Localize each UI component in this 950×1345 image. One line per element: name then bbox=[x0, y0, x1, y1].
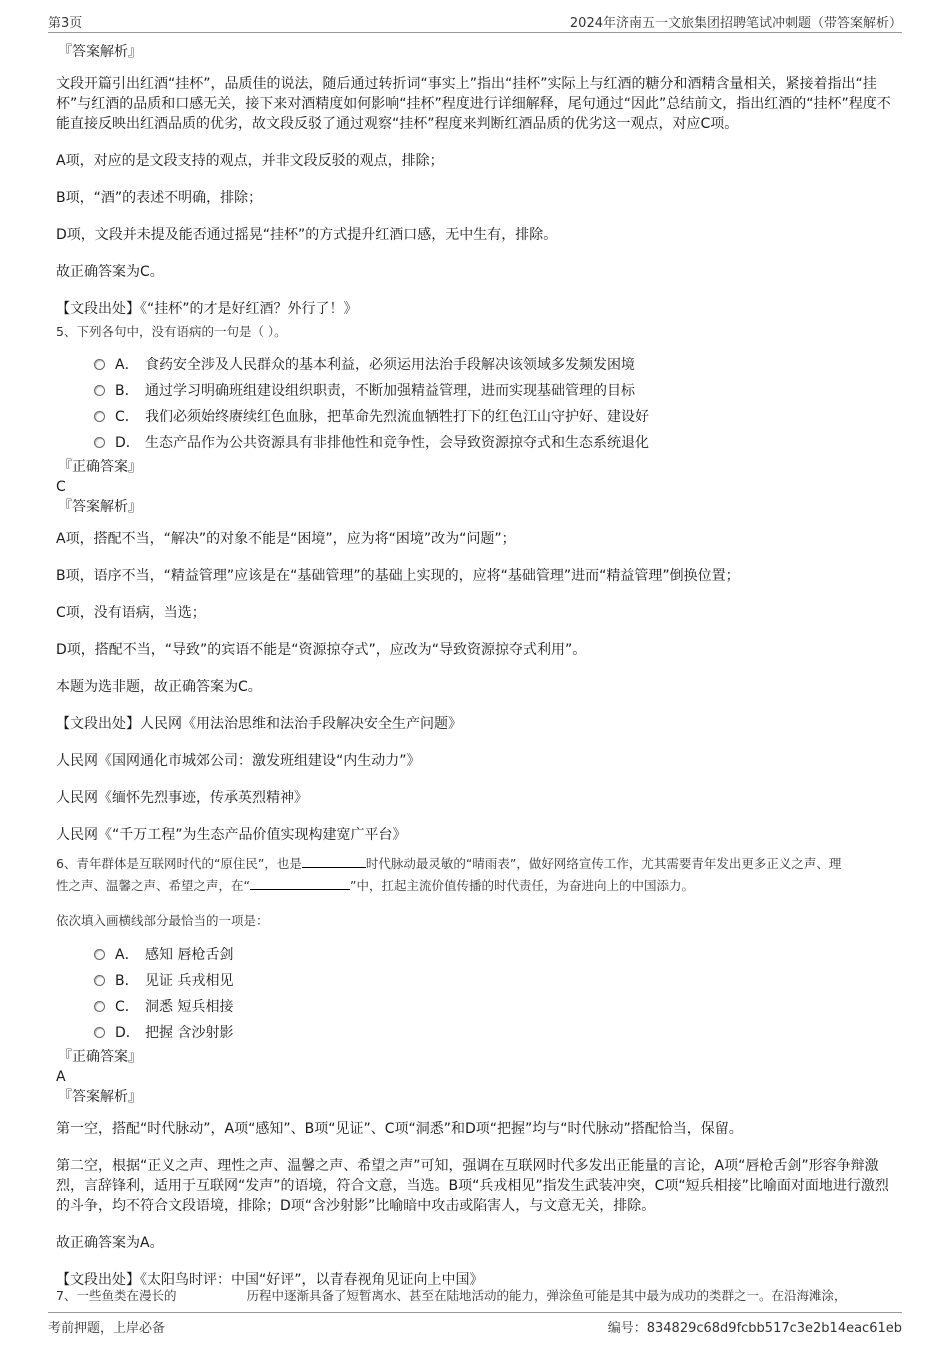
q5-option-c[interactable]: C． 我们必须始终赓续红色血脉，把革命先烈流血牺牲打下的红色江山守护好、建设好 bbox=[94, 403, 896, 429]
blank-2 bbox=[250, 875, 350, 890]
document-id: 编号：834829c68d9fcbb517c3e2b14eac61eb bbox=[607, 1321, 902, 1336]
q6-answer-label: 『正确答案』 bbox=[58, 1049, 142, 1065]
q7-question: 7、一些鱼类在漫长的 历程中逐渐具备了短暂离水、甚至在陆地活动的能力，弹涂鱼可能是其中最为成功的类群之一。在沿海滩涂， bbox=[56, 1288, 847, 1303]
q5-analysis-label: 『答案解析』 bbox=[58, 499, 142, 515]
q4-source: 【文段出处】《“挂杯”的才是好红酒？外行了！》 bbox=[56, 301, 358, 317]
q5-option-d[interactable]: D． 生态产品作为公共资源具有非排他性和竞争性，会导致资源掠夺式和生态系统退化 bbox=[94, 429, 896, 455]
q4-analysis-label: 『答案解析』 bbox=[58, 44, 142, 60]
q6-conclusion: 故正确答案为A。 bbox=[56, 1235, 164, 1251]
q5-analysis-p1: A项，搭配不当，“解决”的对象不能是“困境”，应为将“困境”改为“问题”； bbox=[56, 531, 516, 547]
q4-analysis-p2: A项，对应的是文段支持的观点，并非文段反驳的观点，排除； bbox=[56, 153, 444, 169]
q5-source-2: 人民网《国网通化市城郊公司：激发班组建设“内生动力”》 bbox=[56, 753, 421, 769]
q5-source-3: 人民网《缅怀先烈事迹，传承英烈精神》 bbox=[56, 790, 308, 806]
blank-1 bbox=[302, 853, 366, 868]
q5-conclusion: 本题为选非题，故正确答案为C。 bbox=[56, 679, 262, 695]
radio-icon[interactable] bbox=[94, 385, 105, 396]
radio-icon[interactable] bbox=[94, 975, 105, 986]
q5-options bbox=[94, 351, 896, 455]
page-header bbox=[48, 10, 902, 33]
q6-instruction: 依次填入画横线部分最恰当的一项是： bbox=[56, 913, 269, 928]
q6-option-a[interactable]: A． 感知 唇枪舌剑 bbox=[94, 941, 896, 967]
q4-analysis-p1: 文段开篇引出红酒“挂杯”，品质佳的说法，随后通过转折词“事实上”指出“挂杯”实际上与红酒的糖分和酒精含量相关，紧接着指出“挂杯”与红酒的品质和口感无关，接下来对酒精度如何影响“挂杯”程度进行详细解释，尾句通过“因此”总结前文，指出红酒的“挂杯”程度不能直接反映出红酒品质的优劣，故文段反驳了通过观察“挂杯”程度来判断红酒品质的优劣这一观点，对应C项。 bbox=[56, 76, 891, 132]
document-body bbox=[56, 42, 896, 1290]
q4-analysis-p3: B项，“酒”的表述不明确，排除； bbox=[56, 190, 263, 206]
radio-icon[interactable] bbox=[94, 411, 105, 422]
q6-analysis-p2: 第二空，根据“正义之声、理性之声、温馨之声、希望之声”可知，强调在互联网时代多发出正能量的言论，A项“唇枪舌剑”形容争辩激烈，言辞锋利，适用于互联网“发声”的语境，符合文意，当选。B项“兵戎相见”指发生武装冲突，C项“短兵相接”比喻面对面地进行激烈的斗争，均不符合文段语境，排除；D项“含沙射影”比喻暗中攻击或陷害人，与文意无关，排除。 bbox=[56, 1158, 889, 1214]
q4-analysis-p4: D项，文段并未提及能否通过摇晃“挂杯”的方式提升红酒口感，无中生有，排除。 bbox=[56, 227, 558, 243]
document-title: 2024年济南五一文旅集团招聘笔试冲刺题（带答案解析） bbox=[569, 16, 902, 31]
q5-option-a[interactable]: A． 食药安全涉及人民群众的基本利益，必须运用法治手段解决该领域多发频发困境 bbox=[94, 351, 896, 377]
page-footer bbox=[48, 1312, 902, 1337]
q6-source: 【文段出处】《太阳鸟时评：中国“好评”，以青春视角见证向上中国》 bbox=[56, 1272, 484, 1288]
q5-source-4: 人民网《“千万工程”为生态产品价值实现构建宽广平台》 bbox=[56, 827, 407, 843]
q5-answer: C bbox=[56, 479, 66, 495]
radio-icon[interactable] bbox=[94, 949, 105, 960]
q6-option-b[interactable]: B． 见证 兵戎相见 bbox=[94, 967, 896, 993]
radio-icon[interactable] bbox=[94, 1001, 105, 1012]
q5-source-1: 【文段出处】人民网《用法治思维和法治手段解决安全生产问题》 bbox=[56, 716, 462, 732]
q6-answer: A bbox=[56, 1069, 66, 1085]
q5-analysis-p3: C项，没有语病，当选； bbox=[56, 605, 206, 621]
q5-question: 5、下列各句中，没有语病的一句是（ ）。 bbox=[56, 324, 287, 339]
radio-icon[interactable] bbox=[94, 1027, 105, 1038]
q5-analysis-p2: B项，语序不当，“精益管理”应该是在“基础管理”的基础上实现的，应将“基础管理”进而“精益管理”倒换位置； bbox=[56, 568, 740, 584]
radio-icon[interactable] bbox=[94, 359, 105, 370]
q6-options bbox=[94, 941, 896, 1045]
q6-option-c[interactable]: C． 洞悉 短兵相接 bbox=[94, 993, 896, 1019]
q6-analysis-p1: 第一空，搭配“时代脉动”，A项“感知”、B项“见证”、C项“洞悉”和D项“把握”均与“时代脉动”搭配恰当，保留。 bbox=[56, 1121, 743, 1137]
q5-answer-label: 『正确答案』 bbox=[58, 459, 142, 475]
radio-icon[interactable] bbox=[94, 437, 105, 448]
q5-analysis-p4: D项，搭配不当，“导致”的宾语不能是“资源掠夺式”，应改为“导致资源掠夺式利用”。 bbox=[56, 642, 587, 658]
footer-slogan: 考前押题，上岸必备 bbox=[48, 1321, 166, 1336]
q6-analysis-label: 『答案解析』 bbox=[58, 1089, 142, 1105]
q6-option-d[interactable]: D． 把握 含沙射影 bbox=[94, 1019, 896, 1045]
page-number: 第3页 bbox=[48, 16, 83, 31]
q6-question: 6、青年群体是互联网时代的“原住民”，也是 时代脉动最灵敏的“晴雨表”，做好网络宣传工作，尤其需要青年发出更多正义之声、理 性之声、温馨之声、希望之声，在“ ”中，扛起主流价值传播的时代责任，为奋进向上的中国添力。 bbox=[56, 853, 896, 897]
q5-option-b[interactable]: B． 通过学习明确班组建设组织职责，不断加强精益管理，进而实现基础管理的目标 bbox=[94, 377, 896, 403]
q4-conclusion: 故正确答案为C。 bbox=[56, 264, 164, 280]
